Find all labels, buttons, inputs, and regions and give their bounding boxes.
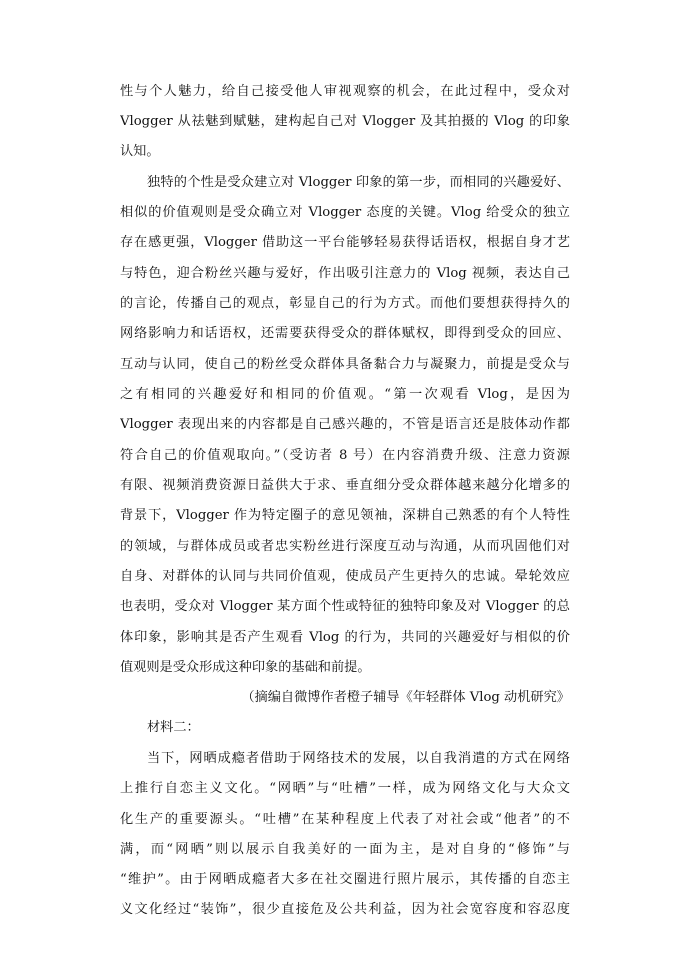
text-line-8: 的言论，传播自己的观点，彰显自己的行为方式。而他们要想获得持久的 xyxy=(120,296,570,311)
text-line-26: 满，而“网晒”则以展示自我美好的一面为主，是对自身的“修饰”与 xyxy=(120,842,570,857)
text-line-24: 上推行自恋主义文化。“网晒”与“吐槽”一样，成为网络文化与大众文 xyxy=(120,781,570,796)
text-line-18: 也表明，受众对 Vlogger 某方面个性或特征的独特印象及对 Vlogger 的总 xyxy=(120,599,570,614)
text-line-5: 相似的价值观则是受众确立对 Vlogger 态度的关键。Vlog 给受众的独立 xyxy=(120,205,570,220)
text-line-11: 之有相同的兴趣爱好和相同的价值观。“第一次观看 Vlog，是因为 xyxy=(120,387,570,402)
text-line-7: 与特色，迎合粉丝兴趣与爱好，作出吸引注意力的 Vlog 视频，表达自己 xyxy=(120,266,570,281)
text-line-3: 认知。 xyxy=(120,144,160,159)
text-line-4: 独特的个性是受众建立对 Vlogger 印象的第一步，而相同的兴趣爱好、 xyxy=(147,175,570,190)
text-line-9: 网络影响力和话语权，还需要获得受众的群体赋权，即得到受众的回应、 xyxy=(120,326,570,341)
text-line-20: 值观则是受众形成这种印象的基础和前提。 xyxy=(120,660,371,675)
text-line-1: 性与个人魅力，给自己接受他人审视观察的机会，在此过程中，受众对 xyxy=(120,84,570,99)
text-line-15: 背景下，Vlogger 作为特定圈子的意见领袖，深耕自己熟悉的有个人特性 xyxy=(120,508,570,523)
text-line-28: 义文化经过“装饰”，很少直接危及公共利益，因为社会宽容度和容忍度 xyxy=(120,902,570,917)
text-line-27: “维护”。由于网晒成瘾者大多在社交圈进行照片展示，其传播的自恋主 xyxy=(120,872,570,887)
text-line-25: 化生产的重要源头。“吐槽”在某种程度上代表了对社会或“他者”的不 xyxy=(120,812,570,827)
text-line-12: Vlogger 表现出来的内容都是自己感兴趣的，不管是语言还是肢体动作都 xyxy=(120,417,570,432)
text-line-2: Vlogger 从祛魅到赋魅，建构起自己对 Vlogger 及其拍摄的 Vlog 的印象 xyxy=(120,114,570,129)
text-line-13: 符合自己的价值观取向。”（受访者 8 号）在内容消费升级、注意力资源 xyxy=(120,448,570,463)
text-line-17: 自身、对群体的认同与共同价值观，使成员产生更持久的忠诚。晕轮效应 xyxy=(120,569,570,584)
text-line-19: 体印象，影响其是否产生观看 Vlog 的行为，共同的兴趣爱好与相似的价 xyxy=(120,630,570,645)
section-heading-material-two: 材料二： xyxy=(147,720,200,735)
text-line-10: 互动与认同，使自己的粉丝受众群体具备黏合力与凝聚力，前提是受众与 xyxy=(120,357,570,372)
text-line-23: 当下，网晒成瘾者借助于网络技术的发展，以自我消遣的方式在网络 xyxy=(147,751,570,766)
source-citation: （摘编自微博作者橙子辅导《年轻群体 Vlog 动机研究》 xyxy=(241,690,570,705)
text-line-6: 存在感更强，Vlogger 借助这一平台能够轻易获得话语权，根据自身才艺 xyxy=(120,235,570,250)
text-line-14: 有限、视频消费资源日益供大于求、垂直细分受众群体越来越分化增多的 xyxy=(120,478,570,493)
text-line-16: 的领域，与群体成员或者忠实粉丝进行深度互动与沟通，从而巩固他们对 xyxy=(120,539,570,554)
